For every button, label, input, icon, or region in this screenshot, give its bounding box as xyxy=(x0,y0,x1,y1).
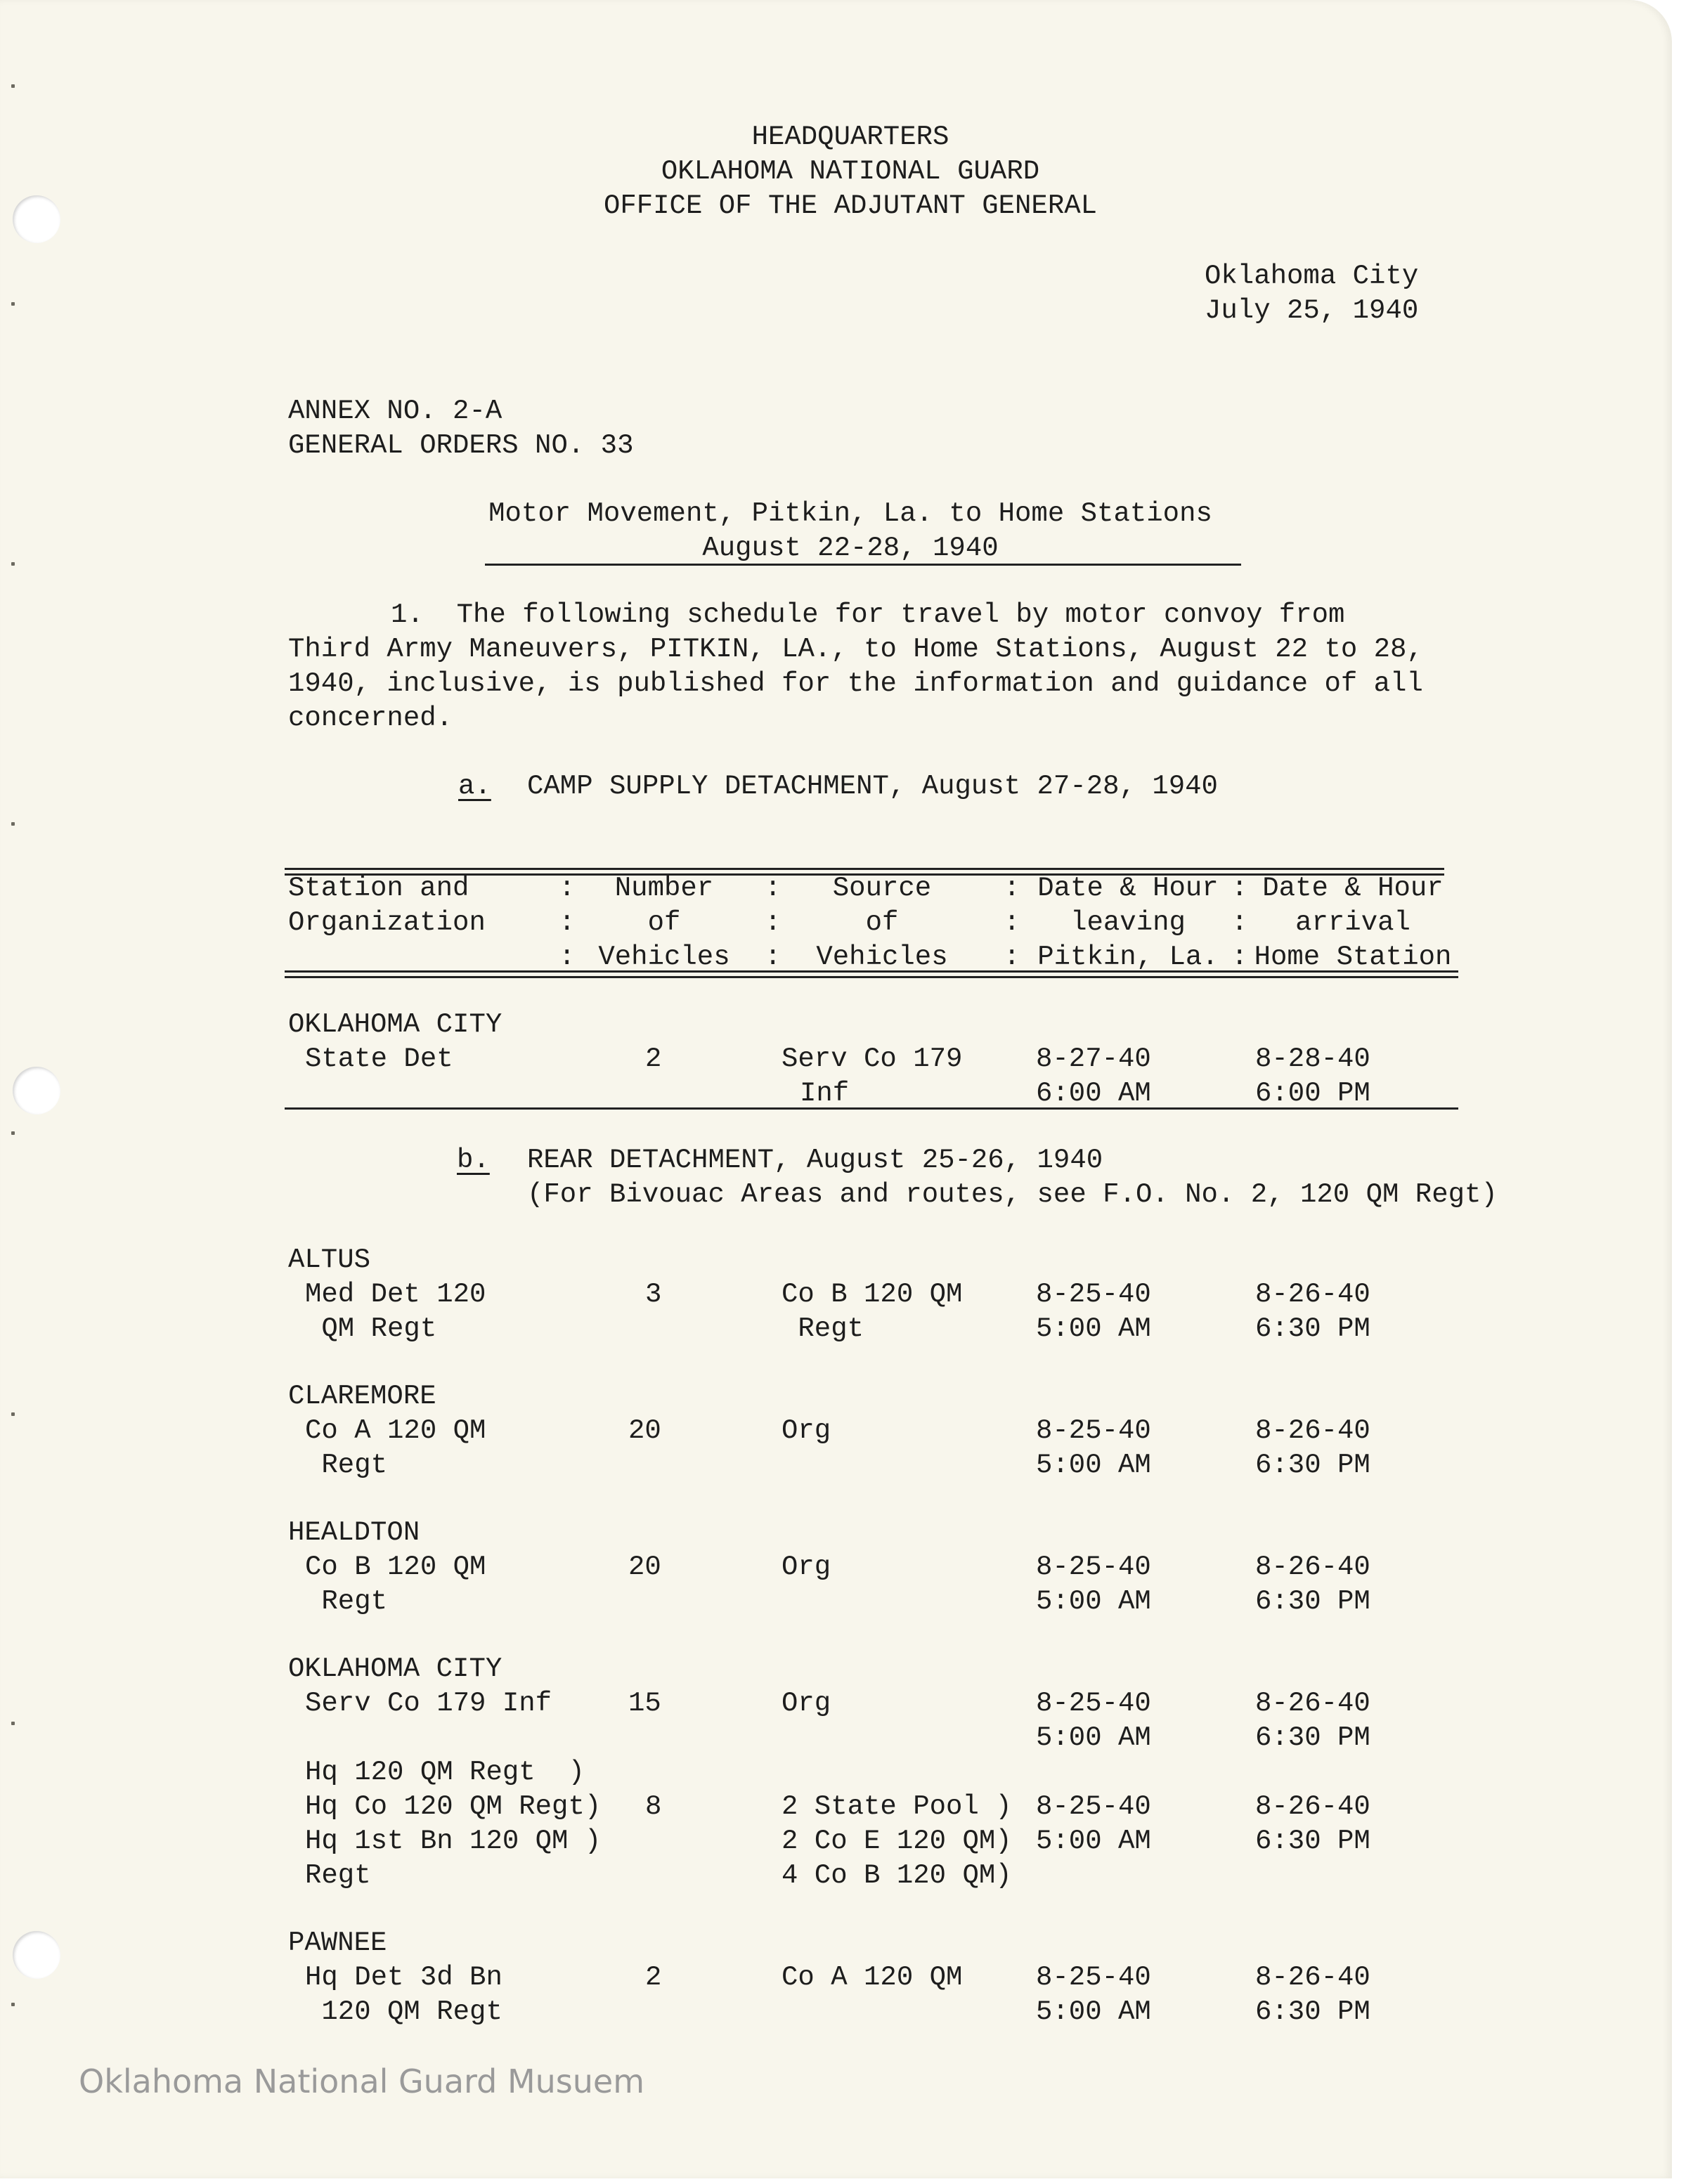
punch-hole xyxy=(13,195,60,243)
row-organization: Hq Det 3d Bn xyxy=(305,1962,502,1993)
paragraph-line: 1. The following schedule for travel by motor convoy from xyxy=(391,599,1345,630)
column-separator: : xyxy=(1004,907,1020,938)
row-organization: 120 QM Regt xyxy=(305,1996,502,2027)
row-arrive-time: 6:30 PM xyxy=(1255,1586,1370,1617)
margin-mark xyxy=(11,1722,15,1725)
column-separator: : xyxy=(1231,873,1248,904)
column-header-leaving: leaving xyxy=(1070,907,1186,938)
margin-mark xyxy=(11,2003,15,2006)
row-organization: Regt xyxy=(305,1586,388,1617)
row-organization: Regt xyxy=(305,1450,388,1481)
header-line-1: HEADQUARTERS xyxy=(751,122,949,152)
margin-mark xyxy=(11,562,15,566)
row-leave-date: 8-27-40 xyxy=(1036,1044,1151,1074)
column-separator: : xyxy=(765,942,782,973)
column-separator: : xyxy=(1004,873,1020,904)
row-vehicles: 20 xyxy=(628,1552,661,1582)
row-arrive-date: 8-26-40 xyxy=(1255,1962,1370,1993)
section-b-heading: REAR DETACHMENT, August 25-26, 1940 xyxy=(527,1145,1103,1176)
margin-mark xyxy=(11,84,15,88)
column-header-vehicles: of xyxy=(647,907,681,938)
column-separator: : xyxy=(1231,942,1248,973)
column-header-leaving: Pitkin, La. xyxy=(1037,942,1219,973)
row-source: 4 Co B 120 QM) xyxy=(782,1860,1012,1891)
row-arrive-date: 8-26-40 xyxy=(1255,1688,1370,1719)
document-date: July 25, 1940 xyxy=(1205,295,1419,326)
row-source: Org xyxy=(782,1552,831,1582)
row-leave-time: 5:00 AM xyxy=(1036,1722,1151,1753)
margin-mark xyxy=(11,822,15,826)
row-leave-time: 6:00 AM xyxy=(1036,1078,1151,1109)
column-header-arrival: Date & Hour xyxy=(1262,873,1444,904)
section-a-letter: a. xyxy=(458,771,491,802)
row-organization: Co A 120 QM xyxy=(305,1415,486,1446)
row-station: ALTUS xyxy=(288,1244,371,1275)
table-bottom-rule xyxy=(285,1107,1458,1110)
column-separator: : xyxy=(765,873,782,904)
row-station: OKLAHOMA CITY xyxy=(288,1653,502,1684)
row-organization: Hq 120 QM Regt ) xyxy=(305,1757,585,1788)
table-header-rule xyxy=(285,970,1458,978)
paragraph-line: 1940, inclusive, is published for the information and guidance of all xyxy=(288,668,1423,699)
row-leave-time: 5:00 AM xyxy=(1036,1586,1151,1617)
column-header-station: Organization xyxy=(288,907,486,938)
annex-number: ANNEX NO. 2-A xyxy=(288,396,502,427)
paragraph-line: Third Army Maneuvers, PITKIN, LA., to Home Stations, August 22 to 28, xyxy=(288,634,1423,665)
museum-watermark: Oklahoma National Guard Musuem xyxy=(79,2062,645,2100)
row-source: Regt xyxy=(782,1313,864,1344)
row-organization: QM Regt xyxy=(305,1313,437,1344)
row-source: Co B 120 QM xyxy=(782,1279,963,1310)
row-arrive-date: 8-26-40 xyxy=(1255,1552,1370,1582)
row-source: Serv Co 179 xyxy=(782,1044,963,1074)
row-station: CLAREMORE xyxy=(288,1381,436,1412)
row-vehicles: 3 xyxy=(645,1279,662,1310)
header-line-3: OFFICE OF THE ADJUTANT GENERAL xyxy=(603,190,1098,221)
section-b-letter: b. xyxy=(457,1145,490,1176)
column-header-source: Vehicles xyxy=(816,942,948,973)
margin-mark xyxy=(11,1131,15,1135)
margin-mark xyxy=(11,302,15,306)
column-header-station: Station and xyxy=(288,873,469,904)
column-separator: : xyxy=(1231,907,1248,938)
row-organization: Hq 1st Bn 120 QM ) xyxy=(305,1826,602,1857)
row-arrive-date: 8-28-40 xyxy=(1255,1044,1370,1074)
column-header-arrival: arrival xyxy=(1295,907,1411,938)
row-vehicles: 15 xyxy=(628,1688,661,1719)
row-leave-date: 8-25-40 xyxy=(1036,1279,1151,1310)
row-organization: State Det xyxy=(305,1044,453,1074)
section-b-note: (For Bivouac Areas and routes, see F.O. No. 2, 120 QM Regt) xyxy=(527,1179,1498,1210)
column-header-arrival: Home Station xyxy=(1254,942,1452,973)
column-separator: : xyxy=(559,873,576,904)
row-arrive-time: 6:30 PM xyxy=(1255,1450,1370,1481)
place: Oklahoma City xyxy=(1205,261,1419,292)
punch-hole xyxy=(13,1067,60,1114)
row-vehicles: 8 xyxy=(645,1791,662,1822)
margin-mark xyxy=(11,1412,15,1416)
row-organization: Serv Co 179 Inf xyxy=(305,1688,552,1719)
row-leave-date: 8-25-40 xyxy=(1036,1415,1151,1446)
row-arrive-time: 6:30 PM xyxy=(1255,1722,1370,1753)
title-line-1: Motor Movement, Pitkin, La. to Home Stations xyxy=(488,498,1212,529)
header-line-2: OKLAHOMA NATIONAL GUARD xyxy=(661,156,1040,187)
row-source: Org xyxy=(782,1688,831,1719)
column-header-source: Source xyxy=(832,873,932,904)
row-organization: Co B 120 QM xyxy=(305,1552,486,1582)
row-leave-date: 8-25-40 xyxy=(1036,1688,1151,1719)
row-arrive-time: 6:30 PM xyxy=(1255,1996,1370,2027)
column-header-vehicles: Number xyxy=(614,873,714,904)
punch-hole xyxy=(13,1931,60,1979)
row-leave-time: 5:00 AM xyxy=(1036,1996,1151,2027)
title-underline xyxy=(485,564,1241,566)
row-arrive-date: 8-26-40 xyxy=(1255,1279,1370,1310)
row-source: Org xyxy=(782,1415,831,1446)
row-leave-date: 8-25-40 xyxy=(1036,1552,1151,1582)
row-source: Co A 120 QM xyxy=(782,1962,963,1993)
row-station: HEALDTON xyxy=(288,1517,420,1548)
row-organization: Med Det 120 xyxy=(305,1279,486,1310)
row-source: Inf xyxy=(800,1078,850,1109)
row-organization: Regt xyxy=(305,1860,371,1891)
row-vehicles: 20 xyxy=(628,1415,661,1446)
row-station: OKLAHOMA CITY xyxy=(288,1009,502,1040)
column-separator: : xyxy=(559,907,576,938)
row-arrive-date: 8-26-40 xyxy=(1255,1791,1370,1822)
row-leave-date: 8-25-40 xyxy=(1036,1962,1151,1993)
row-organization: Hq Co 120 QM Regt) xyxy=(305,1791,602,1822)
row-arrive-time: 6:00 PM xyxy=(1255,1078,1370,1109)
row-source: 2 Co E 120 QM) xyxy=(782,1826,1012,1857)
row-leave-time: 5:00 AM xyxy=(1036,1450,1151,1481)
row-leave-time: 5:00 AM xyxy=(1036,1826,1151,1857)
column-header-vehicles: Vehicles xyxy=(598,942,730,973)
row-source: 2 State Pool ) xyxy=(782,1791,1012,1822)
column-separator: : xyxy=(765,907,782,938)
paragraph-line: concerned. xyxy=(288,703,453,734)
title-line-2: August 22-28, 1940 xyxy=(702,533,999,564)
row-vehicles: 2 xyxy=(645,1044,662,1074)
row-arrive-date: 8-26-40 xyxy=(1255,1415,1370,1446)
row-leave-time: 5:00 AM xyxy=(1036,1313,1151,1344)
column-separator: : xyxy=(559,942,576,973)
row-vehicles: 2 xyxy=(645,1962,662,1993)
general-orders-number: GENERAL ORDERS NO. 33 xyxy=(288,430,634,461)
section-a-heading: CAMP SUPPLY DETACHMENT, August 27-28, 1940 xyxy=(527,771,1218,802)
column-header-leaving: Date & Hour xyxy=(1037,873,1219,904)
row-leave-date: 8-25-40 xyxy=(1036,1791,1151,1822)
row-arrive-time: 6:30 PM xyxy=(1255,1826,1370,1857)
column-separator: : xyxy=(1004,942,1020,973)
row-station: PAWNEE xyxy=(288,1928,387,1958)
row-arrive-time: 6:30 PM xyxy=(1255,1313,1370,1344)
column-header-source: of xyxy=(865,907,899,938)
